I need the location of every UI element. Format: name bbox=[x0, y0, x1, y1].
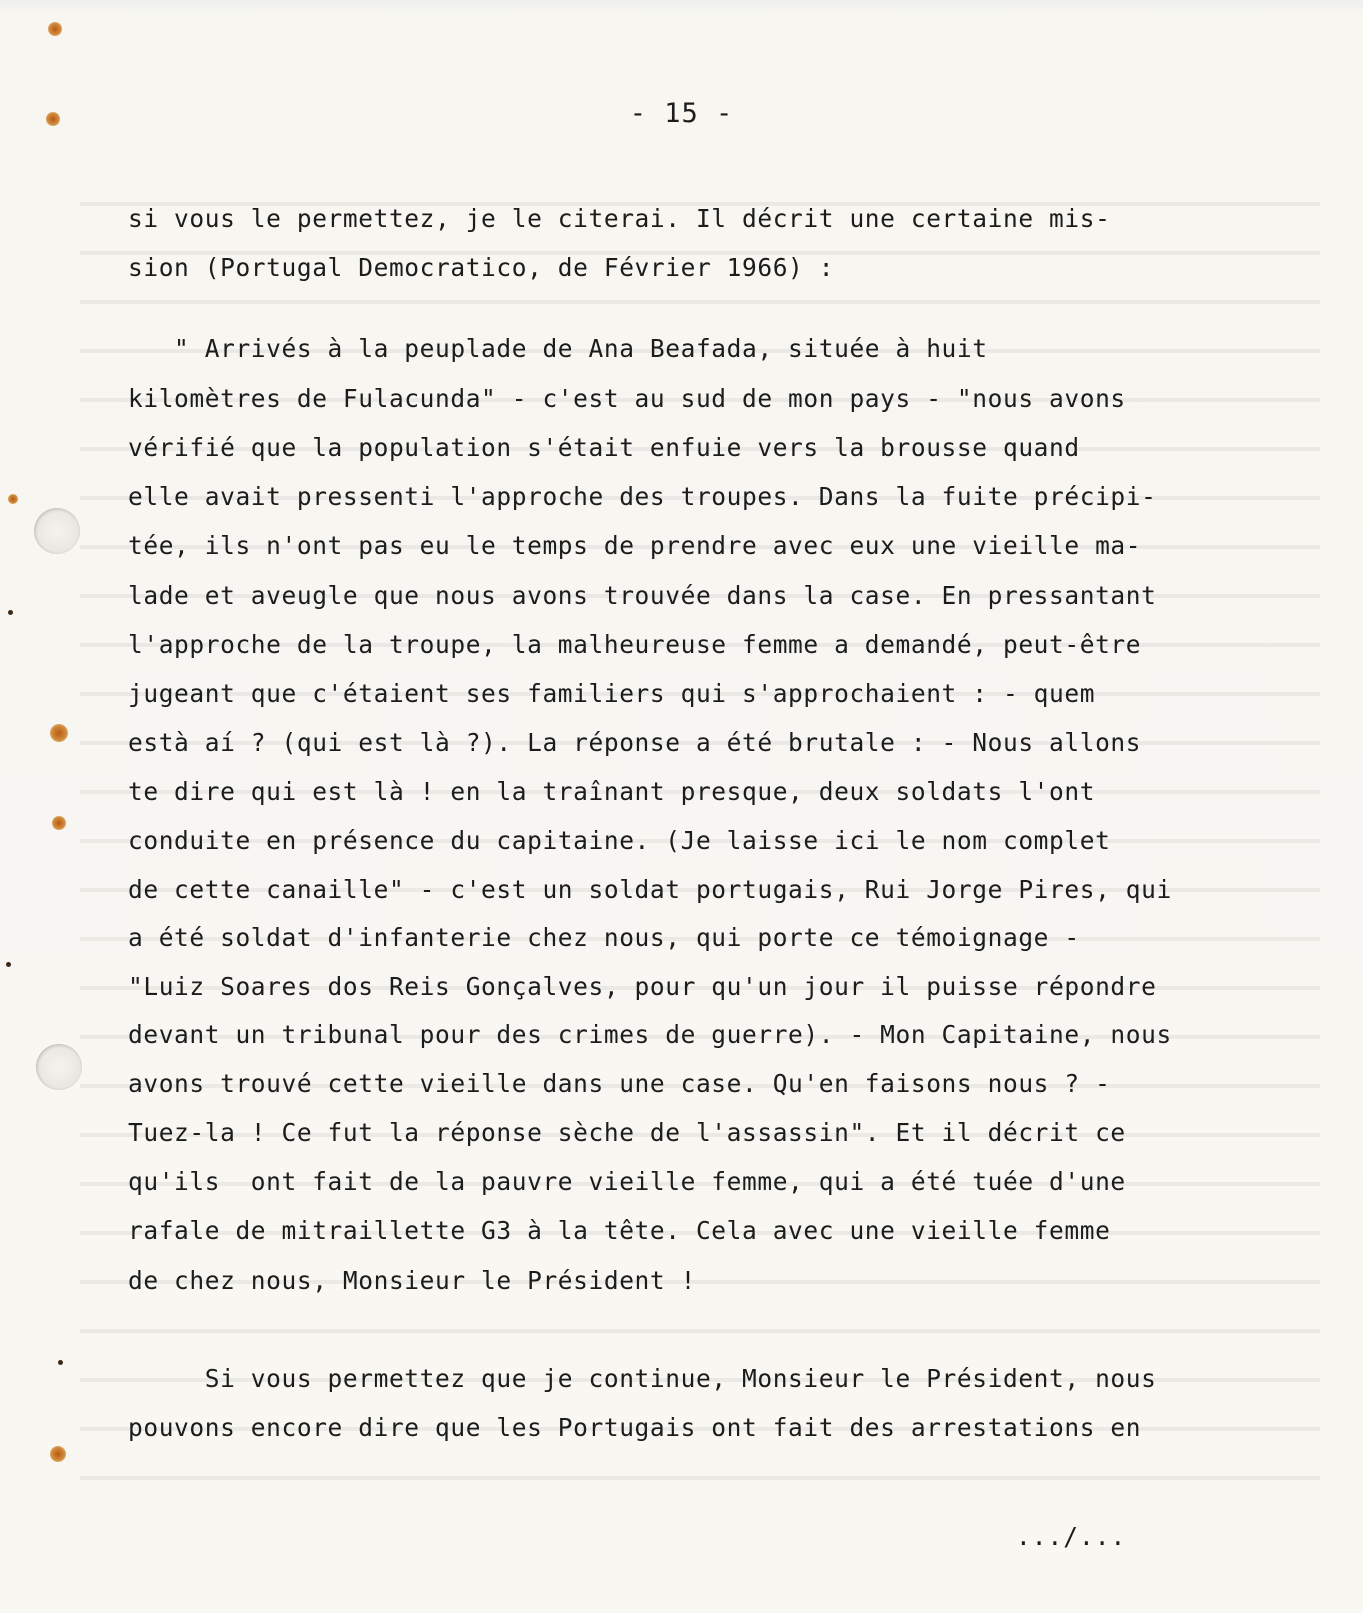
text-line: devant un tribunal pour des crimes de guerre). - Mon Capitaine, nous bbox=[128, 1020, 1172, 1049]
text-line: lade et aveugle que nous avons trouvée dans la case. En pressantant bbox=[128, 581, 1157, 610]
text-line: rafale de mitraillette G3 à la tête. Cela avec une vieille femme bbox=[128, 1216, 1111, 1245]
speck bbox=[58, 1360, 63, 1365]
text-line: Si vous permettez que je continue, Monsieur le Président, nous bbox=[128, 1364, 1157, 1393]
text-line: l'approche de la troupe, la malheureuse femme a demandé, peut-être bbox=[128, 630, 1142, 659]
text-line: elle avait pressenti l'approche des troupes. Dans la fuite précipi- bbox=[128, 482, 1157, 511]
text-line: vérifié que la population s'était enfuie vers la brousse quand bbox=[128, 433, 1080, 462]
rust-mark bbox=[52, 816, 66, 830]
text-line: a été soldat d'infanterie chez nous, qui porte ce témoignage - bbox=[128, 923, 1080, 952]
text-line: si vous le permettez, je le citerai. Il décrit une certaine mis- bbox=[128, 204, 1111, 233]
text-line: qu'ils ont fait de la pauvre vieille femme, qui a été tuée d'une bbox=[128, 1167, 1126, 1196]
rust-mark bbox=[50, 724, 68, 742]
page-number: - 15 - bbox=[629, 98, 734, 129]
rust-mark bbox=[48, 22, 62, 36]
rust-mark bbox=[50, 1446, 66, 1462]
text-line: de chez nous, Monsieur le Président ! bbox=[128, 1266, 696, 1295]
text-line: kilomètres de Fulacunda" - c'est au sud de mon pays - "nous avons bbox=[128, 384, 1126, 413]
binder-hole bbox=[36, 1044, 82, 1090]
text-line: conduite en présence du capitaine. (Je laisse ici le nom complet bbox=[128, 826, 1111, 855]
text-line: jugeant que c'étaient ses familiers qui s'approchaient : - quem bbox=[128, 679, 1096, 708]
text-line: te dire qui est là ! en la traînant presque, deux soldats l'ont bbox=[128, 777, 1096, 806]
text-line: està aí ? (qui est là ?). La réponse a été brutale : - Nous allons bbox=[128, 728, 1142, 757]
text-line: pouvons encore dire que les Portugais ont fait des arrestations en bbox=[128, 1413, 1142, 1442]
binder-hole bbox=[34, 508, 80, 554]
text-line: " Arrivés à la peuplade de Ana Beafada, située à huit bbox=[128, 334, 988, 363]
text-line: sion (Portugal Democratico, de Février 1966) : bbox=[128, 253, 835, 282]
text-line: de cette canaille" - c'est un soldat portugais, Rui Jorge Pires, qui bbox=[128, 875, 1172, 904]
continuation-mark: .../... bbox=[1016, 1522, 1127, 1551]
speck bbox=[8, 610, 13, 615]
text-line: avons trouvé cette vieille dans une case. Qu'en faisons nous ? - bbox=[128, 1069, 1111, 1098]
text-line: Tuez-la ! Ce fut la réponse sèche de l'assassin". Et il décrit ce bbox=[128, 1118, 1126, 1147]
speck bbox=[6, 962, 11, 967]
text-line: "Luiz Soares dos Reis Gonçalves, pour qu'un jour il puisse répondre bbox=[128, 972, 1157, 1001]
rust-mark bbox=[8, 494, 18, 504]
text-line: tée, ils n'ont pas eu le temps de prendre avec eux une vieille ma- bbox=[128, 531, 1142, 560]
